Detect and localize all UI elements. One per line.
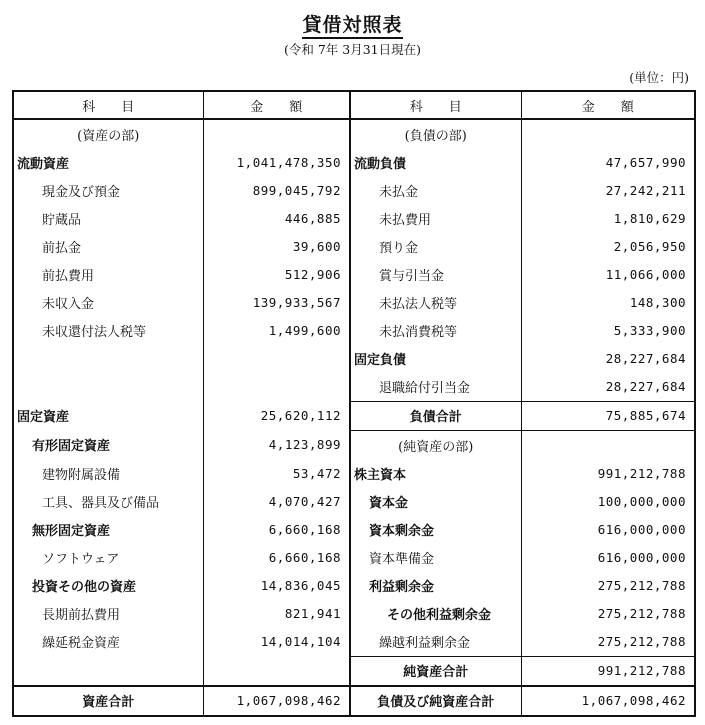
capital-surplus-value: 616,000,000 [597,521,686,537]
table-row [13,260,695,288]
asset-item-value: 1,499,600 [203,317,350,345]
total-row [13,686,695,716]
liability-item-value: 148,300 [629,295,686,311]
current-liabilities-label: 流動負債 [350,148,521,176]
unit-label: (単位：円) [629,70,689,85]
liability-item-value: 27,242,211 [605,182,686,198]
retained-earnings-label: 利益剰余金 [350,572,521,600]
table-row [13,401,695,430]
asset-item-label: 長期前払費用 [13,600,203,628]
asset-item-label: 繰延税金資産 [13,628,203,657]
asset-item-value: 899,045,792 [203,176,350,204]
asset-item-value: 446,885 [203,204,350,232]
shareholders-equity-value: 991,212,788 [597,465,686,481]
liability-item-label: 未払消費税等 [350,317,521,345]
asset-item-value: 39,600 [203,232,350,260]
table-row [13,232,695,260]
liability-item-label: 預り金 [350,232,521,260]
fixed-assets-label: 固定資産 [13,401,203,430]
asset-item-label: 建物附属設備 [13,459,203,487]
shareholders-equity-label: 株主資本 [350,459,521,487]
liabilities-section-label: (負債の部) [350,119,521,148]
fixed-liabilities-value: 28,227,684 [605,351,686,367]
fixed-assets-value: 25,620,112 [203,401,350,430]
document-title: 貸借対照表 [0,10,705,37]
current-liabilities-value: 47,657,990 [605,154,686,170]
grand-total-label: 負債及び純資産合計 [350,686,521,716]
header-item-left: 科 目 [13,91,203,119]
liability-item-value: 2,056,950 [613,238,686,254]
tangible-assets-label: 有形固定資産 [13,431,203,460]
asset-item-value: 6,660,168 [203,543,350,571]
carried-forward-label: 繰越利益剰余金 [350,628,521,657]
liabilities-total-value: 75,885,674 [521,401,695,430]
table-row [13,600,695,628]
assets-total-label: 資産合計 [13,686,203,716]
asset-item-value: 821,941 [203,600,350,628]
table-row [13,487,695,515]
table-row [13,176,695,204]
header-amount-left: 金 額 [203,91,350,119]
liability-item-value: 28,227,684 [605,379,686,395]
other-retained-earnings-label: その他利益剰余金 [350,600,521,628]
assets-section-label: (資産の部) [13,119,203,148]
table-row [13,204,695,232]
table-row [13,572,695,600]
intangible-assets-label: 無形固定資産 [13,515,203,543]
balance-sheet-table [12,90,696,717]
liability-item-value: 11,066,000 [605,267,686,283]
table-row [13,628,695,657]
capital-surplus-label: 資本剰余金 [350,515,521,543]
capital-reserve-value: 616,000,000 [597,549,686,565]
capital-value: 100,000,000 [597,493,686,509]
carried-forward-value: 275,212,788 [597,634,686,650]
retained-earnings-value: 275,212,788 [597,578,686,594]
header-amount-right: 金 額 [521,91,695,119]
table-row [13,119,695,148]
table-row [13,431,695,460]
table-row [13,317,695,345]
net-assets-section-label: (純資産の部) [350,431,521,460]
liability-item-label: 退職給付引当金 [350,373,521,402]
capital-label: 資本金 [350,487,521,515]
liability-item-label: 未払法人税等 [350,289,521,317]
asset-item-label: 未収還付法人税等 [13,317,203,345]
table-row [13,373,695,402]
current-assets-label: 流動資産 [13,148,203,176]
fixed-liabilities-label: 固定負債 [350,345,521,373]
table-row [13,656,695,686]
asset-item-value: 4,070,427 [203,487,350,515]
liability-item-label: 未払金 [350,176,521,204]
asset-item-value: 14,014,104 [203,628,350,657]
asset-item-label: 未収入金 [13,289,203,317]
investments-value: 14,836,045 [203,572,350,600]
table-row [13,543,695,571]
liability-item-label: 賞与引当金 [350,260,521,288]
table-row [13,515,695,543]
capital-reserve-label: 資本準備金 [350,543,521,571]
asset-item-value: 512,906 [203,260,350,288]
net-assets-total-label: 純資産合計 [350,656,521,686]
asset-item-label: 工具、器具及び備品 [13,487,203,515]
table-row [13,148,695,176]
table-row [13,345,695,373]
asset-item-label: ソフトウェア [13,543,203,571]
liability-item-value: 5,333,900 [613,323,686,339]
asset-item-label: 貯蔵品 [13,204,203,232]
asset-item-value: 53,472 [203,459,350,487]
liability-item-label: 未払費用 [350,204,521,232]
report-date: (令和 7年 3月31日現在) [283,42,421,57]
current-assets-value: 1,041,478,350 [203,148,350,176]
header-item-right: 科 目 [350,91,521,119]
grand-total-value: 1,067,098,462 [521,686,695,716]
intangible-assets-value: 6,660,168 [203,515,350,543]
investments-label: 投資その他の資産 [13,572,203,600]
asset-item-label: 現金及び預金 [13,176,203,204]
asset-item-label: 前払金 [13,232,203,260]
liabilities-total-label: 負債合計 [350,401,521,430]
table-row [13,289,695,317]
net-assets-total-value: 991,212,788 [521,656,695,686]
tangible-assets-value: 4,123,899 [203,431,350,460]
liability-item-value: 1,810,629 [613,210,686,226]
other-retained-earnings-value: 275,212,788 [597,606,686,622]
table-row [13,459,695,487]
asset-item-value: 139,933,567 [203,289,350,317]
asset-item-label: 前払費用 [13,260,203,288]
assets-total-value: 1,067,098,462 [203,686,350,716]
table-header-row [13,91,695,119]
